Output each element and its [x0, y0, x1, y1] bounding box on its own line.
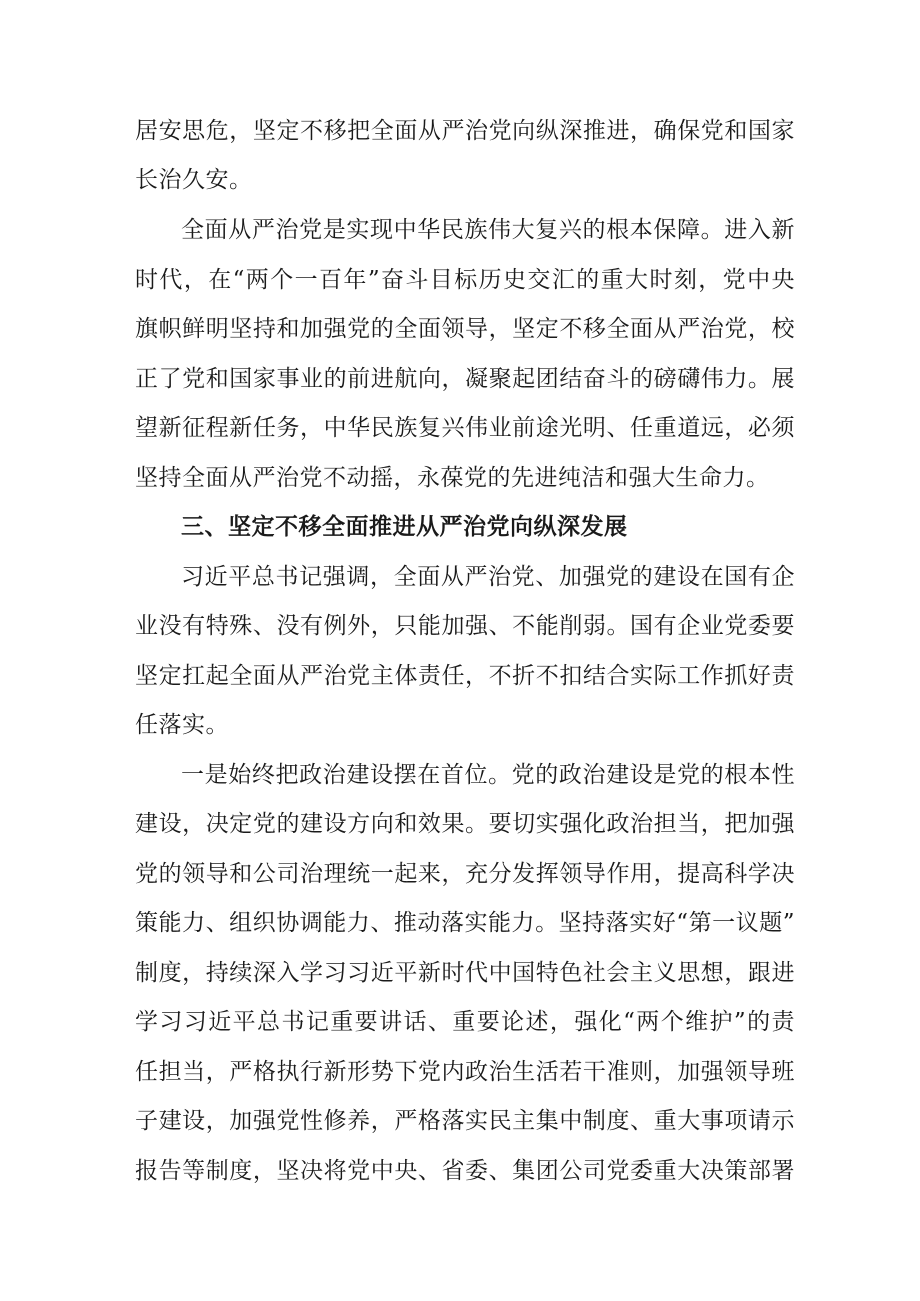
paragraph-line: 业没有特殊、没有例外，只能加强、不能削弱。国有企业党委要: [135, 613, 795, 639]
paragraph-line: 居安思危，坚定不移把全面从严治党向纵深推进，确保党和国家: [135, 118, 795, 144]
paragraph-line: 坚持全面从严治党不动摇，永葆党的先进纯洁和强大生命力。: [135, 465, 770, 491]
paragraph-line: 时代，在“两个一百年”奋斗目标历史交汇的重大时刻，党中央: [135, 267, 795, 293]
paragraph-line: 任担当，严格执行新形势下党内政治生活若干准则，加强领导班: [135, 1059, 795, 1085]
paragraph-line: 全面从严治党是实现中华民族伟大复兴的根本保障。进入新: [181, 217, 795, 243]
paragraph-line: 任落实。: [135, 712, 229, 738]
paragraph-line: 正了党和国家事业的前进航向，凝聚起团结奋斗的磅礴伟力。展: [135, 366, 795, 392]
paragraph-line: 党的领导和公司治理统一起来，充分发挥领导作用，提高科学决: [135, 861, 795, 887]
paragraph-line: 策能力、组织协调能力、推动落实能力。坚持落实好“第一议题”: [135, 910, 795, 936]
paragraph-line: 学习习近平总书记重要讲话、重要论述，强化“两个维护”的责: [135, 1009, 795, 1035]
paragraph-line: 习近平总书记强调，全面从严治党、加强党的建设在国有企: [181, 564, 795, 590]
paragraph-line: 建设，决定党的建设方向和效果。要切实强化政治担当，把加强: [135, 811, 795, 837]
paragraph-line: 报告等制度，坚决将党中央、省委、集团公司党委重大决策部署: [135, 1158, 795, 1184]
paragraph-line: 子建设，加强党性修养，严格落实民主集中制度、重大事项请示: [135, 1108, 795, 1134]
paragraph-line: 一是始终把政治建设摆在首位。党的政治建设是党的根本性: [181, 762, 795, 788]
paragraph-line: 望新征程新任务，中华民族复兴伟业前途光明、任重道远，必须: [135, 415, 795, 441]
paragraph-line: 长治久安。: [135, 167, 253, 193]
section-heading: 三、坚定不移全面推进从严治党向纵深发展: [181, 514, 628, 540]
paragraph-line: 旗帜鲜明坚持和加强党的全面领导，坚定不移全面从严治党，校: [135, 316, 795, 342]
paragraph-line: 制度，持续深入学习习近平新时代中国特色社会主义思想，跟进: [135, 960, 795, 986]
paragraph-line: 坚定扛起全面从严治党主体责任，不折不扣结合实际工作抓好责: [135, 663, 795, 689]
